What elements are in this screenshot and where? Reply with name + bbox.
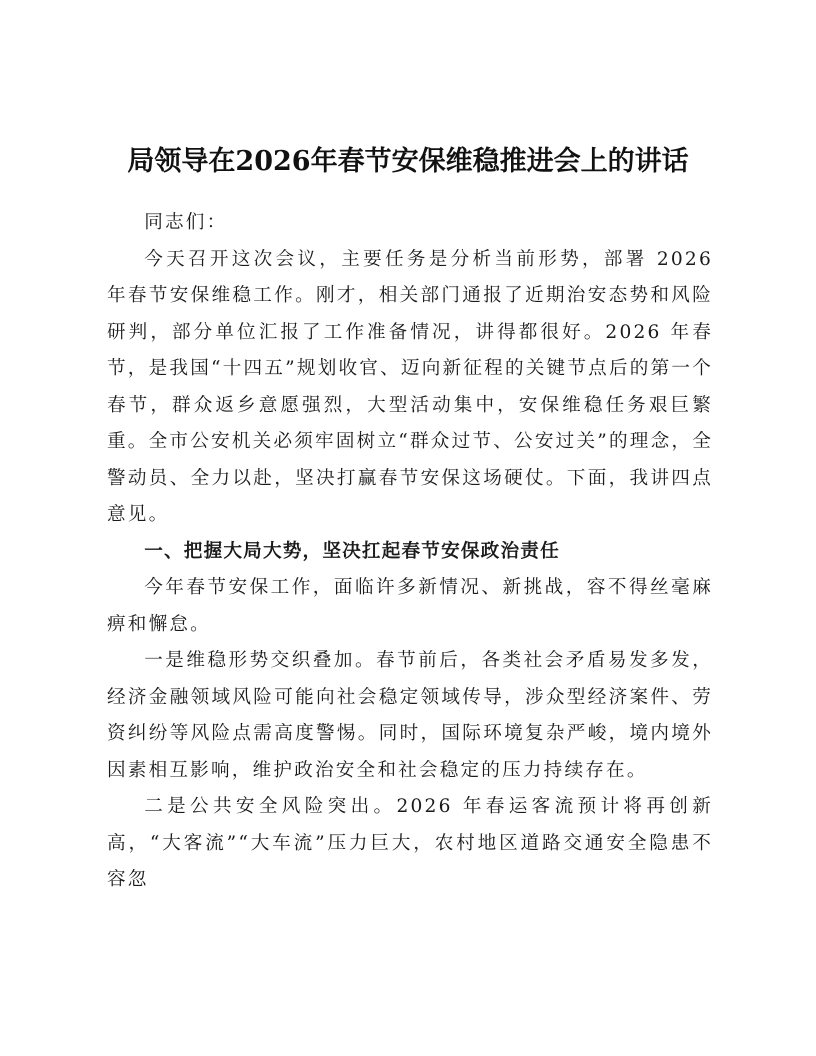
paragraph-point-2: 二是公共安全风险突出。2026 年春运客流预计将再创新高，“大客流”“大车流”压力巨大，农村地区道路交通安全隐患不容忽 <box>107 796 713 890</box>
paragraph-intro: 今天召开这次会议，主要任务是分析当前形势，部署 2026 年春节安保维稳工作。刚才，相关部门通报了近期治安态势和风险研判，部分单位汇报了工作准备情况，讲得都很好。2026 年春节，是我国“十四五”规划收官、迈向新征程的关键节点后的第一个春节，群众返乡意愿强烈，大型活动集中，安保维稳任务艰巨繁重。全市公安机关必须牢固树立“群众过节、公安过关”的理念，全警动员、全力以赴，坚决打赢春节安保这场硬仗。下面，我讲四点意见。 <box>107 248 713 525</box>
salutation: 同志们： <box>144 212 228 233</box>
document-body <box>107 205 713 899</box>
document-title: 局领导在2026年春节安保维稳推进会上的讲话 <box>127 146 689 177</box>
paragraph-section-1-intro: 今年春节安保工作，面临许多新情况、新挑战，容不得丝毫麻痹和懈怠。 <box>107 577 713 635</box>
paragraph-point-1: 一是维稳形势交织叠加。春节前后，各类社会矛盾易发多发，经济金融领域风险可能向社会稳定领域传导，涉众型经济案件、劳资纠纷等风险点需高度警惕。同时，国际环境复杂严峻，境内境外因素相互影响，维护政治安全和社会稳定的压力持续存在。 <box>107 650 713 781</box>
section-heading-1: 一、把握大局大势，坚决扛起春节安保政治责任 <box>144 540 560 562</box>
